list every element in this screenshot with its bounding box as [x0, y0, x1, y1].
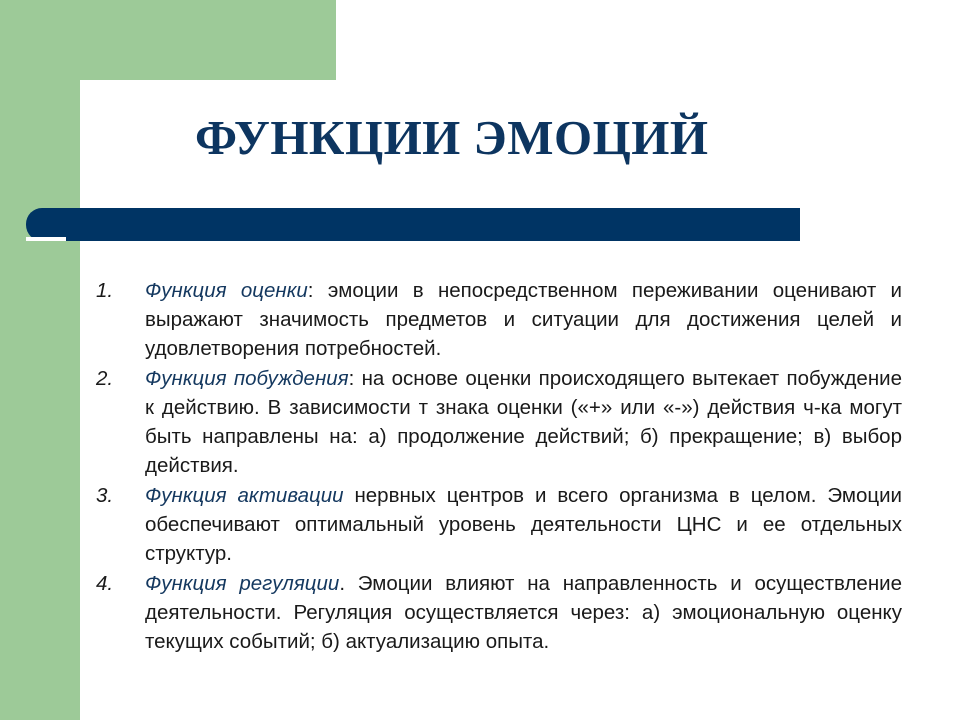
title-underline-bar — [26, 208, 800, 241]
list-item — [96, 364, 902, 480]
item-number: 3. — [96, 484, 114, 507]
item-term: Функция побуждения — [145, 367, 349, 390]
list-item — [96, 569, 902, 656]
list-item — [96, 481, 902, 568]
decor-green-left — [0, 0, 80, 720]
item-number: 1. — [96, 279, 114, 302]
item-term: Функция регуляции — [145, 572, 340, 595]
functions-list — [96, 276, 902, 657]
slide-title: ФУНКЦИИ ЭМОЦИЙ — [195, 110, 709, 165]
item-number: 2. — [96, 367, 114, 390]
item-number: 4. — [96, 572, 114, 595]
item-text: нервных центров и всего организма в целом. Эмоции обеспечивают оптимальный уровень деятельности ЦНС и ее отдельных структур. — [145, 484, 902, 565]
item-text: . Эмоции влияют на направленность и осуществление деятельности. Регуляция осуществляется через: а) эмоциональную оценку текущих событий; б) актуализацию опыта. — [145, 572, 902, 653]
item-term: Функция оценки — [145, 279, 308, 302]
bar-notch — [26, 237, 66, 241]
list-item — [96, 276, 902, 363]
item-text: : эмоции в непосредственном переживании оценивают и выражают значимость предметов и ситуации для достижения целей и удовлетворения потребностей. — [145, 279, 902, 360]
item-text: : на основе оценки происходящего вытекает побуждение к действию. В зависимости т знака оценки («+» или «-») действия ч-ка могут быть направлены на: а) продолжение действий; б) прекращение; в) выбор действия. — [145, 367, 902, 477]
item-term: Функция активации — [145, 484, 344, 507]
